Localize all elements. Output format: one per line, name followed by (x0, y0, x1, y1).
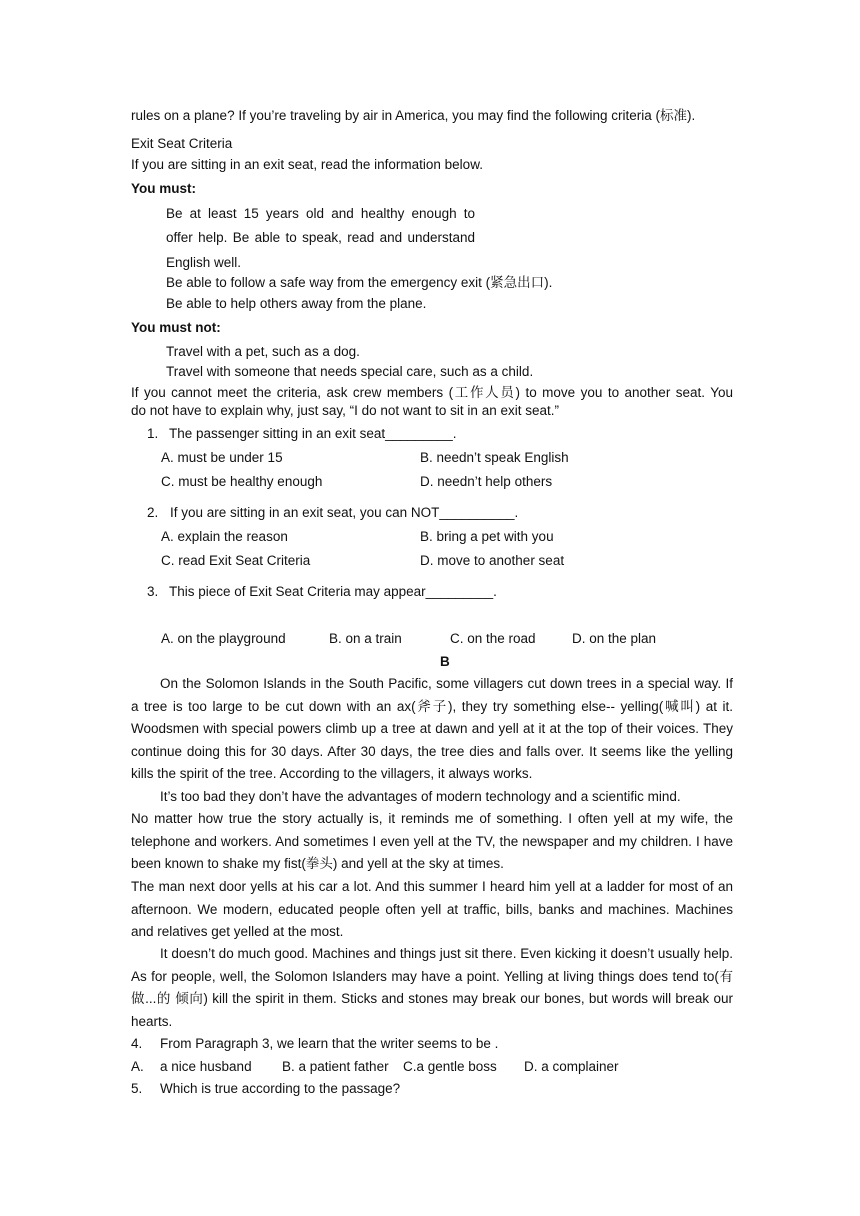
question-text: The passenger sitting in an exit seat_________. (169, 426, 457, 441)
passage-paragraph: The man next door yells at his car a lot. And this summer I heard him yell at a ladder for most of an afternoon. We modern, educated people often yell at traffic, bills, banks and machines. Machines and relatives get yelled at the most. (131, 879, 733, 939)
criteria-intro: If you are sitting in an exit seat, read the information below. (131, 157, 483, 172)
answer-option: B. a patient father (282, 1059, 389, 1074)
answer-option: A. (131, 1059, 144, 1074)
passage-paragraph: No matter how true the story actually is, it reminds me of something. I often yell at my wife, the telephone and workers. And sometimes I even yell at the TV, the newspaper and my children. I have been known to shake my fist(拳头) and yell at the sky at times. (131, 811, 733, 871)
question-text: From Paragraph 3, we learn that the writer seems to be . (160, 1036, 499, 1051)
must-item: Be at least 15 years old and healthy enough to (166, 206, 475, 221)
must-not-item: Travel with a pet, such as a dog. (166, 344, 360, 359)
must-not-item: Travel with someone that needs special care, such as a child. (166, 364, 534, 379)
closing-line: If you cannot meet the criteria, ask crew members (工作人员) to move you to another seat. You (131, 385, 733, 400)
question-number: 1. (147, 426, 159, 441)
answer-option: C.a gentle boss (403, 1059, 497, 1074)
must-not-heading: You must not: (131, 320, 221, 335)
answer-option: B. on a train (329, 631, 402, 646)
question-text: Which is true according to the passage? (160, 1081, 401, 1096)
passage-paragraph: It’s too bad they don’t have the advantages of modern technology and a scientific mind. (160, 789, 681, 804)
must-item: offer help. Be able to speak, read and understand (166, 230, 475, 245)
answer-option: C. read Exit Seat Criteria (161, 553, 311, 568)
question-number: 4. (131, 1036, 143, 1051)
answer-option: C. must be healthy enough (161, 474, 323, 489)
answer-option: B. needn’t speak English (420, 450, 569, 465)
passage-paragraph: It doesn’t do much good. Machines and things just sit there. Even kicking it doesn’t usually help. As for people, well, the Solomon Islanders may have a point. Yelling at living things does tend to(有做...的 倾向) kill the spirit in them. Sticks and stones may break our bones, but words will break our hearts. (131, 946, 733, 1029)
section-heading: B (440, 654, 450, 669)
must-item: English well. (166, 255, 242, 270)
question-number: 5. (131, 1081, 143, 1096)
closing-line: do not have to explain why, just say, “I do not want to sit in an exit seat.” (131, 403, 559, 418)
answer-option: D. a complainer (524, 1059, 619, 1074)
answer-option: a nice husband (160, 1059, 252, 1074)
answer-option: D. needn’t help others (420, 474, 553, 489)
criteria-title: Exit Seat Criteria (131, 136, 233, 151)
question-number: 3. (147, 584, 159, 599)
question-text: This piece of Exit Seat Criteria may appear_________. (169, 584, 497, 599)
answer-option: A. on the playground (161, 631, 286, 646)
answer-option: D. on the plan (572, 631, 657, 646)
answer-option: A. explain the reason (161, 529, 288, 544)
answer-option: B. bring a pet with you (420, 529, 554, 544)
question-number: 2. (147, 505, 159, 520)
answer-option: A. must be under 15 (161, 450, 283, 465)
passage-paragraph: On the Solomon Islands in the South Pacific, some villagers cut down trees in a special way. If a tree is too large to be cut down with an ax(斧子), they try something else-- yelling(喊叫) at it. Woodsmen with special powers climb up a tree at dawn and yell at it at the top of their voices. They continue doing this for 30 days. After 30 days, the tree dies and falls over. It seems like the yelling kills the spirit of the tree. According to the villagers, it always works. (131, 676, 733, 781)
must-item: Be able to follow a safe way from the emergency exit (紧急出口). (166, 275, 553, 290)
intro-text: rules on a plane? If you’re traveling by air in America, you may find the following criteria (标准). (131, 108, 696, 123)
question-text: If you are sitting in an exit seat, you can NOT__________. (170, 505, 519, 520)
must-item: Be able to help others away from the plane. (166, 296, 427, 311)
answer-option: C. on the road (450, 631, 536, 646)
must-heading: You must: (131, 181, 196, 196)
answer-option: D. move to another seat (420, 553, 565, 568)
